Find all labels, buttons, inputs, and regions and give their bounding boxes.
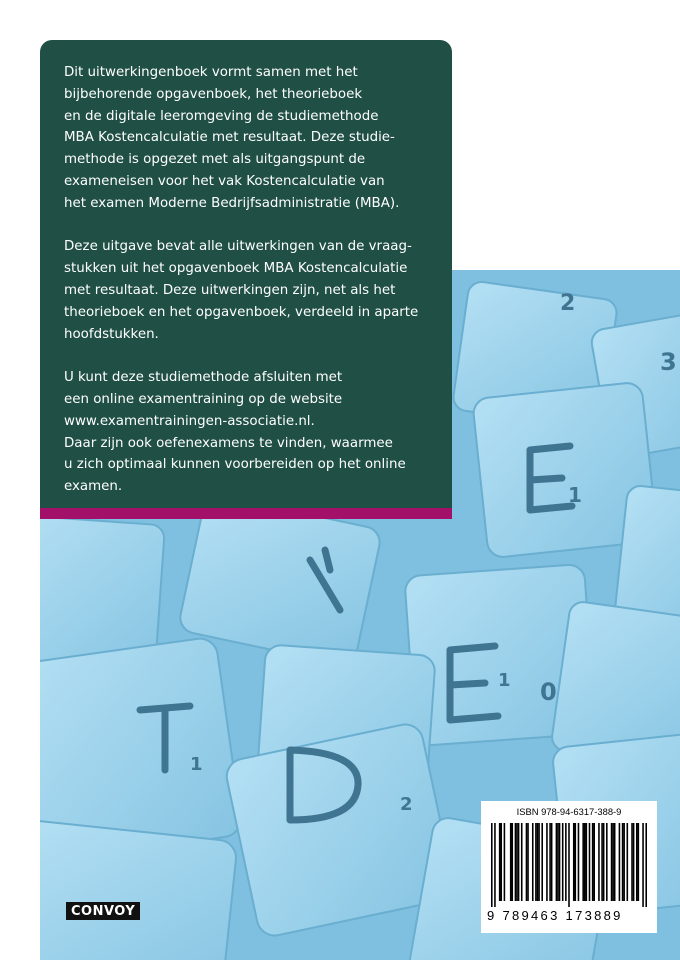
svg-text:0: 0	[540, 678, 557, 706]
barcode-bar	[491, 823, 493, 907]
barcode-bar	[642, 823, 644, 907]
barcode-bar	[546, 823, 548, 901]
barcode-bar	[549, 823, 551, 901]
barcode-bar	[510, 823, 512, 901]
barcode-bar	[573, 823, 575, 901]
barcode-bar	[589, 823, 591, 901]
barcode-bar	[623, 823, 625, 901]
barcode-bar	[606, 823, 608, 901]
barcode-bar	[565, 823, 567, 901]
barcode-bar	[568, 823, 570, 907]
barcode-bar	[494, 823, 496, 907]
svg-text:1: 1	[498, 670, 511, 691]
barcode-bar	[627, 823, 629, 901]
barcode	[481, 801, 657, 933]
barcode-bar	[631, 823, 633, 901]
description-paragraph: U kunt deze studiemethode afsluiten met een online examentraining op de website www.examentrainingen-associatie.nl. Daar zijn ook oefenexamens te vinden, waarmee u zich optimaal kunnen voorbereiden op het online examen.	[64, 370, 406, 495]
barcode-bar	[516, 823, 518, 901]
barcode-bar	[603, 823, 605, 901]
barcode-bar	[500, 823, 502, 901]
barcode-digits: 9 789463 173889	[487, 908, 623, 923]
barcode-bar	[518, 823, 520, 901]
barcode-bar	[636, 823, 638, 901]
svg-text:1: 1	[568, 483, 582, 507]
barcode-bar	[645, 823, 647, 907]
accent-bar	[40, 508, 452, 519]
barcode-bar	[601, 823, 603, 901]
svg-text:2: 2	[400, 794, 413, 815]
svg-text:1: 1	[190, 754, 203, 775]
svg-text:2: 2	[560, 291, 576, 316]
barcode-bar	[557, 823, 559, 901]
barcode-bar	[633, 823, 635, 901]
svg-text:3: 3	[660, 348, 677, 376]
barcode-bar	[551, 823, 553, 901]
barcode-bar	[562, 823, 564, 901]
barcode-bar	[537, 823, 539, 901]
barcode-bar	[541, 823, 543, 901]
barcode-bar	[638, 823, 640, 901]
barcode-bars	[491, 823, 647, 907]
barcode-bar	[582, 823, 584, 901]
barcode-bar	[526, 823, 528, 901]
publisher-logo: CONVOY	[66, 902, 140, 920]
description-panel	[40, 40, 452, 508]
isbn-label: ISBN 978-94-6317-388-9	[516, 806, 622, 817]
barcode-bar	[592, 823, 594, 901]
barcode-bar	[538, 823, 540, 901]
barcode-bar	[527, 823, 529, 901]
barcode-bar	[515, 823, 517, 901]
description-paragraph: Deze uitgave bevat alle uitwerkingen van de vraag- stukken uit het opgavenboek MBA Kostencalculatie met resultaat. Deze uitwerkingen zijn, net als het theorieboek en het opgavenboek, verdeeld in aparte hoofdstukken.	[64, 239, 419, 342]
barcode-bar	[521, 823, 523, 901]
barcode-bar	[559, 823, 561, 901]
barcode-bar	[612, 823, 614, 901]
barcode-bar	[511, 823, 513, 901]
barcode-bar	[535, 823, 537, 901]
barcode-bar	[614, 823, 616, 901]
barcode-bar	[532, 823, 534, 901]
barcode-bar	[578, 823, 580, 901]
barcode-bar	[611, 823, 613, 901]
description-paragraph: Dit uitwerkingenboek vormt samen met het bijbehorende opgavenboek, het theorieboek en de digitale leeromgeving de studiemethode MBA Kostencalculatie met resultaat. Deze studie- methode is opgezet met als uitgangspunt de exameneisen voor het vak Kostencalculatie van het examen Moderne Bedrijfsadministratie (MBA).	[64, 65, 400, 211]
barcode-bar	[575, 823, 577, 901]
barcode-bar	[622, 823, 624, 901]
barcode-bar	[504, 823, 506, 901]
barcode-bar	[598, 823, 600, 901]
barcode-bar	[593, 823, 595, 901]
barcode-bar	[556, 823, 558, 901]
barcode-bar	[619, 823, 621, 901]
barcode-bar	[586, 823, 588, 901]
barcode-bar	[499, 823, 501, 901]
barcode-bar	[584, 823, 586, 901]
